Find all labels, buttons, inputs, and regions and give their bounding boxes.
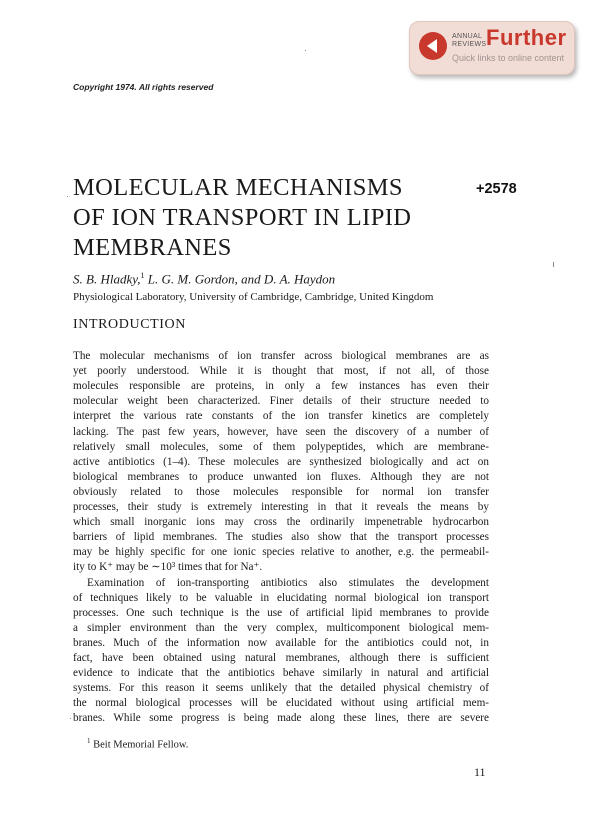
scan-speck (305, 50, 306, 51)
first-author: S. B. Hladky, (73, 271, 141, 287)
author-footnote-mark: 1 (140, 271, 145, 280)
body-line: systems. For this reason it seems unlikely that the detailed physical chemistry of (73, 682, 489, 695)
badge-reviews: REVIEWS (452, 41, 487, 48)
annual-reviews-further-badge[interactable] (409, 21, 575, 75)
section-heading: INTRODUCTION (73, 317, 186, 332)
badge-annual: ANNUAL (452, 33, 483, 40)
body-line: active antibiotics (1–4). These molecules are synthesized biologically and act on (73, 455, 489, 468)
body-line: biological membranes to produce unwanted ion fluxes. Although they are not (73, 470, 489, 483)
scan-speck (70, 718, 71, 719)
copyright-notice: Copyright 1974. All rights reserved (73, 82, 214, 92)
badge-further: Further (486, 25, 567, 50)
body-line: Examination of ion-transporting antibiotics also stimulates the development (87, 576, 489, 589)
body-line: The molecular mechanisms of ion transfer across biological membranes are as (73, 350, 489, 362)
article-id: +2578 (476, 181, 517, 197)
body-line: molecules responsible are proteins, in only a few instances has even their (73, 380, 489, 393)
body-line: yet poorly understood. While it is thought that most, if not all, of those (73, 365, 489, 378)
author-list (73, 271, 335, 287)
article-title (73, 173, 473, 263)
body-line: branes. Much of the information now available for the antibiotics could not, in (73, 636, 489, 649)
body-line: processes. One such technique is the use of artificial lipid membranes to provide (73, 606, 489, 619)
body-line: relatively small molecules, some of them polypeptides, which are membrane- (73, 440, 489, 453)
body-line: barriers of lipid membranes. The studies also show that the transport processes (73, 531, 489, 544)
back-arrow-icon (419, 32, 447, 60)
body-line: branes. While some progress is being made along these lines, there are severe (73, 712, 489, 725)
body-line: may be highly specific for one ionic species relative to another, e.g. the permeabil- (73, 546, 489, 559)
footnote-mark: 1 (87, 737, 91, 745)
footnote-text: Beit Memorial Fellow. (90, 739, 189, 751)
body-line: interpret the various rate constants of the ion transfer kinetics are completely (73, 410, 489, 423)
body-line: which small inorganic ions may cross the ordinarily impenetrable hydrocarbon (73, 516, 489, 529)
body-line: the normal biological processes will be elucidated without using artificial mem- (73, 697, 489, 710)
body-line: ity to K⁺ may be ∼10³ times that for Na⁺. (73, 561, 263, 574)
title-line: OF ION TRANSPORT IN LIPID (73, 204, 412, 231)
badge-tagline: Quick links to online content (452, 53, 565, 63)
title-line: MEMBRANES (73, 234, 232, 261)
scan-speck (553, 262, 554, 267)
other-authors: L. G. M. Gordon, and D. A. Haydon (144, 271, 336, 287)
affiliation: Physiological Laboratory, University of Cambridge, Cambridge, United Kingdom (73, 291, 434, 303)
body-line: fact, have been obtained using natural membranes, although there is sufficient (73, 652, 489, 664)
title-line: MOLECULAR MECHANISMS (73, 174, 403, 201)
scan-speck (67, 196, 68, 197)
body-line: obviously related to those molecules responsible for normal ion transfer (73, 485, 489, 498)
badge-publisher (452, 33, 486, 49)
body-line: a simpler environment than the very complex, multicomponent biological mem- (73, 621, 489, 634)
body-line: molecular weight been characterized. Finer details of their structure needed to (73, 395, 489, 408)
page-number: 11 (474, 765, 486, 779)
body-line: of techniques likely to be valuable in elucidating normal biological ion transport (73, 591, 489, 604)
footnote (87, 737, 188, 751)
body-line: processes, their study is extremely interesting in that it reveals the means by (73, 501, 489, 513)
body-line: evidence to indicate that the antibiotics behave similarly in natural and artificial (73, 667, 489, 680)
body-line: lacking. The past few years, however, have seen the discovery of a number of (73, 425, 489, 438)
